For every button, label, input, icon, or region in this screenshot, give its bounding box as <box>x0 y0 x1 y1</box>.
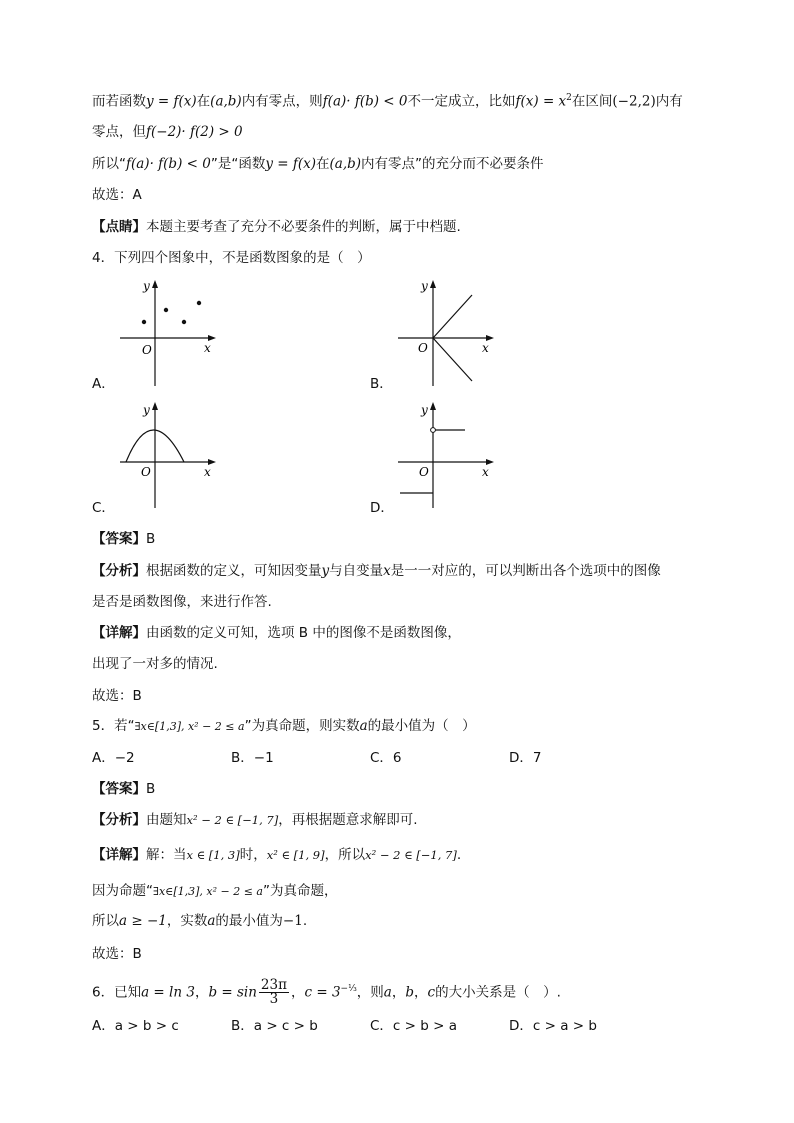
q4-analysis-line-1: 【分析】根据函数的定义，可知因变量y与自变量x是一一对应的，可以判断出各个选项中的图像 <box>92 563 661 579</box>
q6-option-a: A．a > b > c <box>92 1018 179 1034</box>
graph-d-svg <box>390 400 500 512</box>
graph-d-y-label: y <box>421 403 428 417</box>
q4-answer: 【答案】B <box>92 531 156 547</box>
answer-tag: 【答案】 <box>92 781 146 797</box>
q4-graph-a <box>112 278 222 394</box>
graph-b-x-label: x <box>482 341 489 355</box>
analysis-tag: 【分析】 <box>92 812 146 828</box>
q3-point: 【点睛】本题主要考查了充分不必要条件的判断，属于中档题. <box>92 219 461 235</box>
q5-stem: 5．若“∃x∈[1,3], x² − 2 ≤ a”为真命题，则实数a的最小值为（ ） <box>92 718 476 734</box>
graph-b-origin-label: O <box>418 341 428 355</box>
q4-analysis-line-2: 是否是函数图像，来进行作答. <box>92 594 272 610</box>
q5-choose: 故选：B <box>92 946 142 962</box>
q5-detail-line-2: 因为命题“∃x∈[1,3], x² − 2 ≤ a”为真命题， <box>92 883 338 899</box>
q3-explanation-line-2: 零点，但f(−2)· f(2) > 0 <box>92 124 243 140</box>
q4-option-d-label: D． <box>370 500 394 516</box>
q4-detail-line-2: 出现了一对多的情况. <box>92 656 218 672</box>
graph-b-svg <box>390 278 500 390</box>
answer-tag: 【答案】 <box>92 531 146 547</box>
graph-d-origin-label: O <box>419 465 429 479</box>
q5-detail-line-3: 所以a ≥ −1，实数a的最小值为−1. <box>92 913 308 929</box>
q4-graph-b <box>390 278 500 394</box>
q3-explanation-line-3: 所以“f(a)· f(b) < 0”是“函数y = f(x)在(a,b)内有零点”的充分而不必要条件 <box>92 156 544 172</box>
graph-a-origin-label: O <box>142 343 152 357</box>
q6-option-b: B．a > c > b <box>231 1018 318 1034</box>
q5-answer: 【答案】B <box>92 781 156 797</box>
fraction-23pi-over-3: $\frac{23\pi}{3}$ <box>260 977 287 1007</box>
graph-d-x-label: x <box>482 465 489 479</box>
graph-c-x-label: x <box>204 465 211 479</box>
q3-explanation-line-1: 而若函数y = f(x)在(a,b)内有零点，则f(a)· f(b) < 0不一定成立，比如$f(x) = x^2$在区间(−2,2)内有 <box>92 93 683 110</box>
q4-option-a-label: A． <box>92 376 115 392</box>
q6-stem: 6．已知a = ln 3，b = sin $\frac{23\pi}{3}$ ，$c = 3^{-\frac{1}{3}}$，则a，b，c的大小关系是（ ）. <box>92 977 561 1007</box>
q4-option-b-label: B． <box>370 376 393 392</box>
graph-a-x-label: x <box>204 341 211 355</box>
q4-graph-d <box>390 400 500 516</box>
graph-a-y-label: y <box>143 279 150 293</box>
point-tag: 【点睛】 <box>92 219 146 235</box>
q4-choose: 故选：B <box>92 688 142 704</box>
graph-c-y-label: y <box>143 403 150 417</box>
q6-option-d: D．c > a > b <box>509 1018 597 1034</box>
detail-tag: 【详解】 <box>92 625 146 641</box>
q3-choose: 故选：A <box>92 187 142 203</box>
q5-option-a: A．−2 <box>92 750 135 766</box>
analysis-tag: 【分析】 <box>92 563 146 579</box>
q4-detail-line-1: 【详解】由函数的定义可知，选项 B 中的图像不是函数图像， <box>92 625 461 641</box>
detail-tag: 【详解】 <box>92 847 146 863</box>
q4-option-c-label: C． <box>92 500 115 516</box>
q5-option-b: B．−1 <box>231 750 274 766</box>
graph-c-svg <box>112 400 222 512</box>
q4-stem: 4．下列四个图象中，不是函数图象的是（ ） <box>92 250 371 266</box>
graph-c-origin-label: O <box>141 465 151 479</box>
q5-option-d: D．7 <box>509 750 542 766</box>
q5-option-c: C．6 <box>370 750 402 766</box>
graph-a-svg <box>112 278 222 390</box>
q5-detail-line-1: 【详解】解：当x ∈ [1, 3]时，x² ∈ [1, 9]，所以x² − 2 ∈ [−1, 7]. <box>92 847 462 863</box>
q5-analysis: 【分析】由题知x² − 2 ∈ [−1, 7]，再根据题意求解即可. <box>92 812 418 828</box>
graph-b-y-label: y <box>421 279 428 293</box>
q4-graph-c <box>112 400 222 516</box>
q6-option-c: C．c > b > a <box>370 1018 457 1034</box>
